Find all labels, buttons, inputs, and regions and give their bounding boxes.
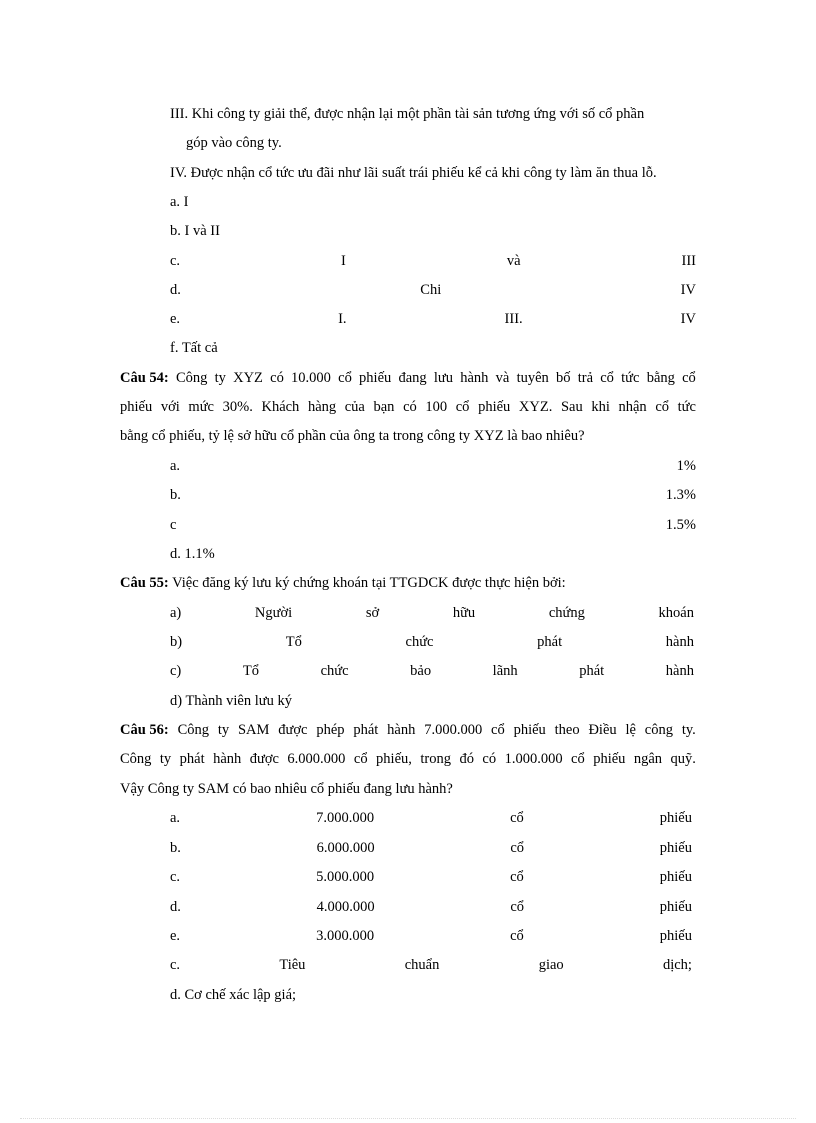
option-word: III. [504,311,523,327]
word: theo [554,722,580,738]
q55-option-b [170,633,694,651]
word: cổ [655,399,669,415]
word: được [278,722,308,738]
option-word: khoán [658,605,694,621]
option-word: chứng [548,605,585,621]
page-bottom-rule [20,1118,796,1119]
q56-line3: Vậy Công ty SAM có bao nhiêu cổ phiếu đang lưu hành? [120,781,453,797]
q54-line2 [120,398,696,416]
option-word: sở [365,605,380,621]
option-word: e. [170,928,181,944]
option-word: Tổ [285,634,302,650]
option-word: I. [338,311,347,327]
option-e [170,310,696,328]
q54-line3: bằng cổ phiếu, tỷ lệ sở hữu cổ phần của ông ta trong công ty XYZ là bao nhiêu? [120,428,585,444]
option-word: cổ [510,810,524,826]
word: cổ [600,370,614,386]
q54-option-c [170,516,696,534]
option-word: bảo [410,663,432,679]
word: đó [459,751,474,767]
option-word: chuẩn [404,957,440,973]
word: phát [353,722,379,738]
option-word: Tiêu [279,957,306,973]
option-word: giao [538,957,564,973]
option-word: Tổ [242,663,259,679]
option-word: dịch; [662,957,692,973]
q54-line1 [120,369,696,387]
option-word: 6.000.000 [316,840,375,856]
word: 10.000 [291,370,331,386]
option-word: hành [665,634,694,650]
word: của [344,399,365,415]
option-word: và [506,253,521,269]
q54-label: Câu 54: [120,370,169,386]
word: có [403,399,417,415]
option-word: cổ [510,899,525,915]
word: cổ [682,370,696,386]
option-word: c) [170,663,182,679]
q55-option-d: d) Thành viên lưu ký [170,693,292,709]
q55-question: Việc đăng ký lưu ký chứng khoán tại TTGDCK được thực hiện bởi: [172,575,566,591]
option-word: hữu [452,605,476,621]
option-word: 4.000.000 [316,899,375,915]
q56-line2 [120,750,696,768]
option-word: phiếu [659,840,692,856]
word: ty [214,370,226,386]
option-word: cổ [510,840,525,856]
option-word: c. [170,957,181,973]
word: 100 [425,399,448,415]
word: phiếu [120,399,153,415]
option-word: IV [680,311,696,327]
option-word: chức [405,634,434,650]
option-word: b) [170,634,183,650]
q55-option-a [170,604,694,622]
option-word: phiếu [659,928,692,944]
option-word: cổ [510,928,524,944]
option-word: e. [170,311,181,327]
word: 30%. [222,399,253,415]
q56-option-e [170,927,692,945]
word: Công [177,722,210,738]
word: trả [577,370,594,386]
word: tuyên [516,370,549,386]
option-word: Chi [420,282,442,298]
word: Công [120,751,152,767]
option-word: chức [320,663,349,679]
word: có [270,370,284,386]
q55-line1 [120,574,566,592]
word: cổ [338,370,352,386]
word: ngân [633,751,663,767]
q56-label: Câu 56: [120,722,169,738]
word: phát [179,751,205,767]
word: nhận [618,399,647,415]
option-c [170,252,696,270]
word: 7.000.000 [424,722,483,738]
word: với [160,399,180,415]
option-f: f. Tất cả [170,340,218,356]
q55-label: Câu 55: [120,575,169,591]
option-word: a. [170,810,181,826]
word: SAM [237,722,270,738]
word: quỹ. [670,751,696,767]
option-word: a) [170,605,182,621]
statement-iii-line1: III. Khi công ty giải thể, được nhận lại một phần tài sản tương ứng với số cổ phần [170,106,645,122]
option-word: a. [170,458,181,474]
word: hành [460,370,489,386]
option-word: b. [170,840,181,856]
word: đang [398,370,427,386]
word: hành [387,722,416,738]
q56-extra-option-c [170,956,692,974]
q56-option-c [170,868,692,886]
option-word: 7.000.000 [316,810,375,826]
word: Điều [588,722,617,738]
option-word: c [170,517,177,533]
q55-option-c [170,662,694,680]
word: XYZ [233,370,263,386]
option-word: 1.5% [665,517,696,533]
q56-line1 [120,721,696,739]
word: phép [316,722,345,738]
option-d [170,281,696,299]
word: bạn [373,399,395,415]
word: tức [677,399,696,415]
q54-option-b [170,486,696,504]
word: mức [188,399,214,415]
option-word: phiếu [659,899,692,915]
option-word: Người [254,605,293,621]
option-word: c. [170,869,181,885]
word: trong [420,751,451,767]
word: công [644,722,673,738]
option-word: III [681,253,696,269]
option-word: 3.000.000 [316,928,375,944]
word: bố [556,370,571,386]
option-word: b. [170,487,181,503]
word: cổ [353,751,368,767]
word: 6.000.000 [287,751,346,767]
q56-option-b [170,839,692,857]
option-word: phát [579,663,605,679]
option-word: lãnh [492,663,518,679]
option-word: cổ [510,869,524,885]
q54-option-a [170,457,696,475]
option-word: 1% [676,458,696,474]
word: cổ [491,722,505,738]
word: và [495,370,510,386]
option-word: 5.000.000 [316,869,375,885]
word: phiếu [359,370,392,386]
word: phiếu [478,399,511,415]
option-word: d. [170,282,181,298]
option-word: IV [680,282,696,298]
word: lệ [625,722,636,738]
q56-extra-option-d: d. Cơ chế xác lập giá; [170,987,297,1003]
word: lưu [433,370,454,386]
word: Khách [261,399,300,415]
option-word: phiếu [659,810,692,826]
option-word: phiếu [659,869,692,885]
word: được [249,751,279,767]
option-word: c. [170,253,181,269]
word: bằng [646,370,675,386]
statement-iv: IV. Được nhận cổ tức ưu đãi như lãi suất trái phiếu kể cả khi công ty làm ăn thua lỗ. [170,165,657,181]
word: cổ [455,399,470,415]
option-word: hành [665,663,694,679]
q56-option-d [170,898,692,916]
word: tức [621,370,640,386]
word: 1.000.000 [504,751,563,767]
option-a: a. I [170,194,189,210]
word: Sau [560,399,583,415]
option-word: I [341,253,346,269]
word: Công [175,370,208,386]
word: ty [159,751,172,767]
word: phiếu [513,722,546,738]
option-word: phát [537,634,563,650]
word: khi [591,399,610,415]
option-b: b. I và II [170,223,220,239]
word: ty. [681,722,696,738]
word: XYZ. [518,399,553,415]
statement-iii-line2: góp vào công ty. [186,135,282,151]
q56-option-a [170,809,692,827]
word: cổ [571,751,585,767]
word: ty [217,722,230,738]
word: hàng [307,399,337,415]
option-word: 1.3% [665,487,696,503]
word: phiếu [593,751,626,767]
q54-option-d: d. 1.1% [170,546,215,562]
word: hành [213,751,242,767]
word: phiếu, [376,751,412,767]
option-word: d. [170,899,181,915]
word: có [482,751,497,767]
